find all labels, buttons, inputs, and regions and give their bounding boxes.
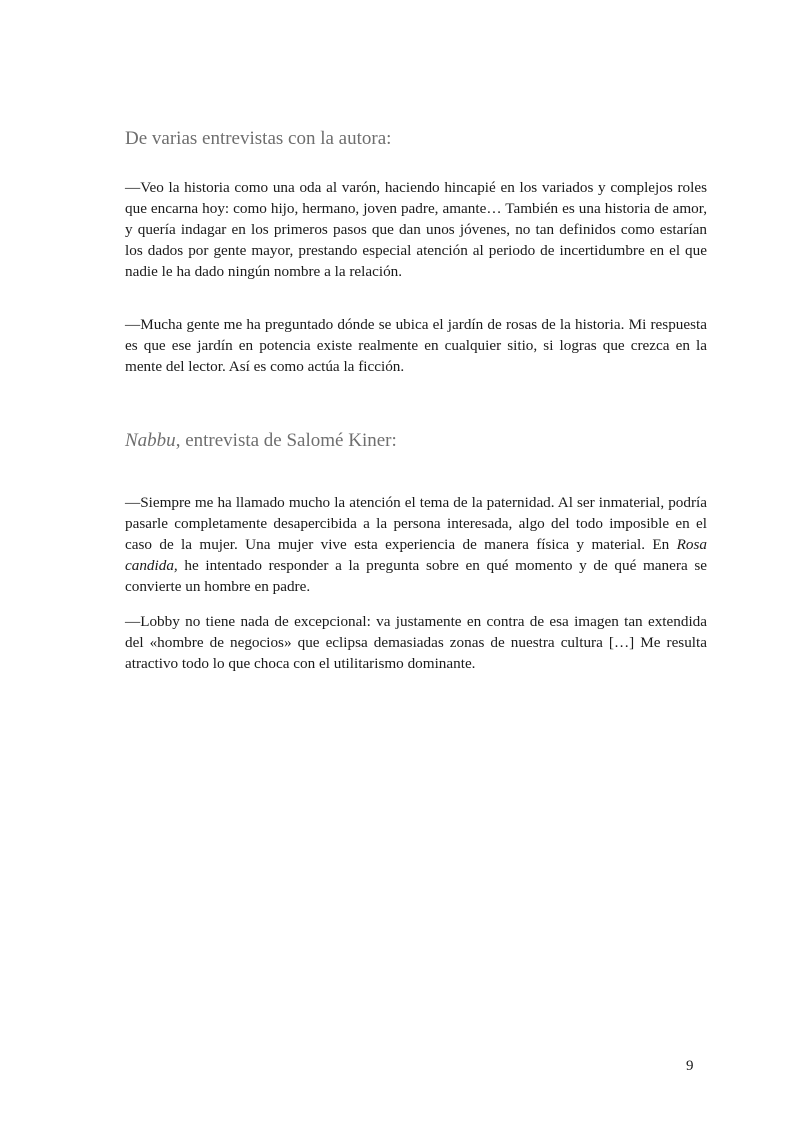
paragraph-nabbu-1 xyxy=(125,492,707,597)
paragraph-text-after: he intentado responder a la pregunta sobre en qué momento y de qué manera se convierte un hombre en padre. xyxy=(125,557,707,595)
page-number: 9 xyxy=(686,1058,694,1074)
heading-italic-title: Nabbu xyxy=(125,430,176,451)
heading-rest: , entrevista de Salomé Kiner: xyxy=(175,430,397,451)
book-title-italic: Rosa candida, xyxy=(125,536,707,574)
paragraph-text-before: —Siempre me ha llamado mucho la atención el tema de la paternidad. Al ser inmaterial, podría pasarle completamente desapercibida a la persona interesada, algo del todo imposible en el caso de la mujer. Una mujer vive esta experiencia de manera física y material. En xyxy=(125,494,707,553)
paragraph-interview-2: —Mucha gente me ha preguntado dónde se ubica el jardín de rosas de la historia. Mi respuesta es que ese jardín en potencia existe realmente en cualquier sitio, si logras que crezca en la mente del lector. Así es como actúa la ficción. xyxy=(125,316,707,375)
paragraph-nabbu-2: —Lobby no tiene nada de excepcional: va justamente en contra de esa imagen tan extendida del «hombre de negocios» que eclipsa demasiadas zonas de nuestra cultura […] Me resulta atractivo todo lo que choca con el utilitarismo dominante. xyxy=(125,613,707,672)
section-heading-interviews: De varias entrevistas con la autora: xyxy=(125,128,392,149)
paragraph-interview-1: —Veo la historia como una oda al varón, haciendo hincapié en los variados y complejos roles que encarna hoy: como hijo, hermano, joven padre, amante… También es una historia de amor, y quería indagar en los primeros pasos que dan unos jóvenes, no tan definidos como estarían los dados por gente mayor, prestando especial atención al periodo de incertidumbre en el que nadie le ha dado ningún nombre a la relación. xyxy=(125,179,707,280)
section-heading-nabbu xyxy=(125,430,397,452)
